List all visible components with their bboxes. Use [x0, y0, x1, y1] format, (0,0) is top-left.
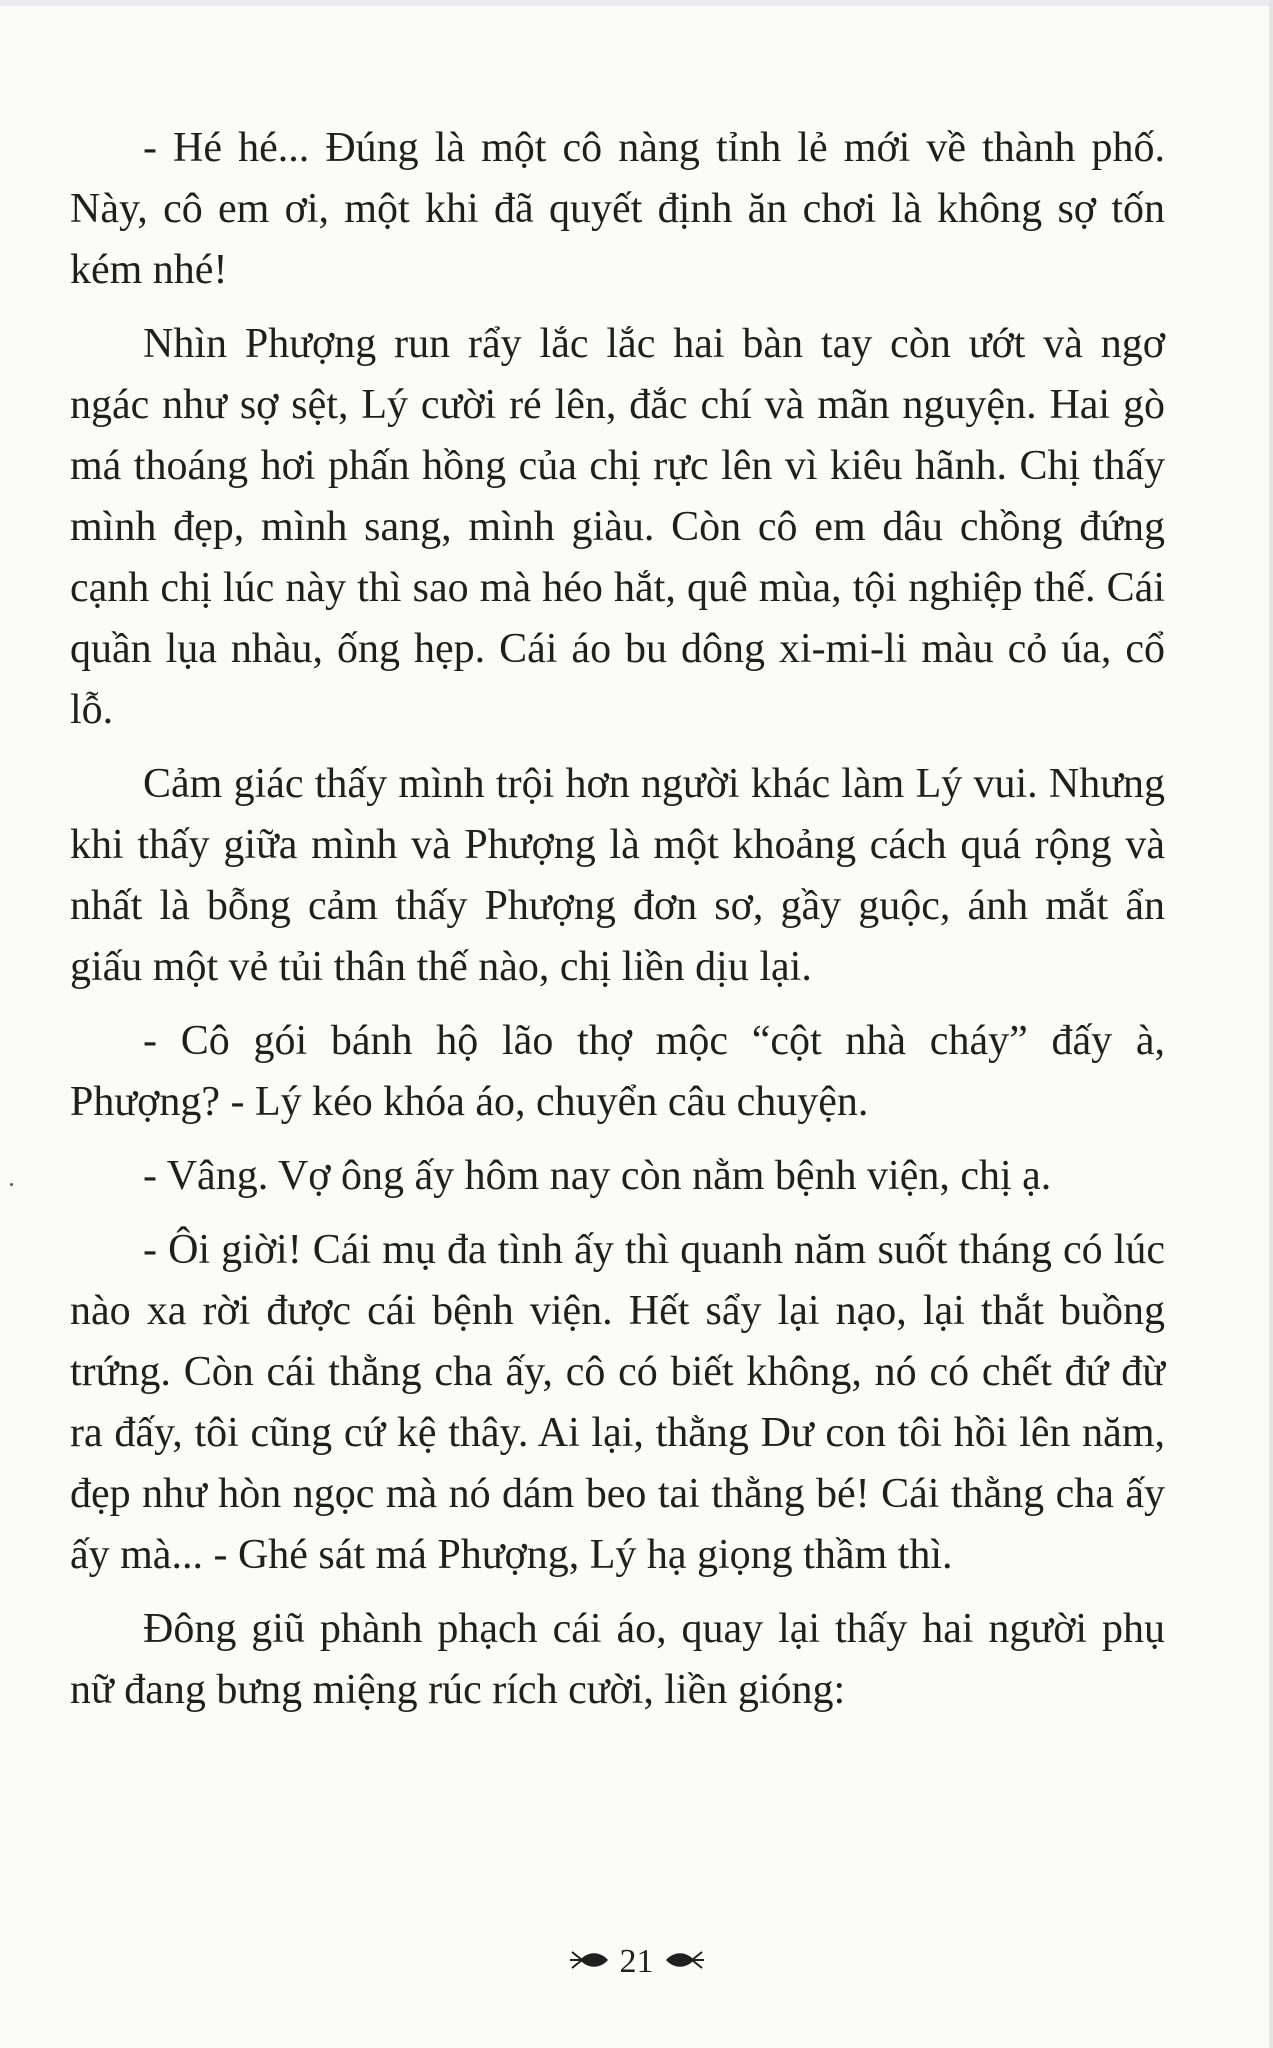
paragraph-2: Nhìn Phượng run rẩy lắc lắc hai bàn tay còn ướt và ngơ ngác như sợ sệt, Lý cười ré lên, đắc chí và mãn nguyện. Hai gò má thoáng hơi phấn hồng của chị rực lên vì kiêu hãnh. Chị thấy mình đẹp, mình sang, mình giàu. Còn cô em dâu chồng đứng cạnh chị lúc này thì sao mà héo hắt, quê mùa, tội nghiệp thế. Cái quần lụa nhàu, ống hẹp. Cái áo bu dông xi-mi-li màu cỏ úa, cổ lỗ.	[70, 321, 1165, 733]
paragraph-7: Đông giũ phành phạch cái áo, quay lại thấy hai người phụ nữ đang bưng miệng rúc rích cười, liền gióng:	[70, 1606, 1165, 1713]
paragraph-1: - Hé hé... Đúng là một cô nàng tỉnh lẻ mới về thành phố. Này, cô em ơi, một khi đã quyết định ăn chơi là không sợ tốn kém nhé!	[70, 125, 1165, 293]
scan-speck	[10, 1183, 13, 1186]
body-text	[70, 118, 1165, 1734]
leaf-ornament-left-icon	[570, 1942, 610, 1982]
leaf-ornament-right-icon	[664, 1942, 704, 1982]
scan-right-edge	[1269, 0, 1273, 2048]
paragraph-3: Cảm giác thấy mình trội hơn người khác làm Lý vui. Nhưng khi thấy giữa mình và Phượng là một khoảng cách quá rộng và nhất là bỗng cảm thấy Phượng đơn sơ, gầy guộc, ánh mắt ẩn giấu một vẻ tủi thân thế nào, chị liền dịu lại.	[70, 761, 1165, 990]
page-footer	[0, 1940, 1273, 1982]
page-number: 21	[619, 1943, 654, 1981]
scan-top-edge	[0, 0, 1273, 6]
paragraph-6: - Ôi giời! Cái mụ đa tình ấy thì quanh năm suốt tháng có lúc nào xa rời được cái bệnh viện. Hết sẩy lại nạo, lại thắt buồng trứng. Còn cái thằng cha ấy, cô có biết không, nó có chết đứ đừ ra đấy, tôi cũng cứ kệ thây. Ai lại, thằng Dư con tôi hồi lên năm, đẹp như hòn ngọc mà nó dám beo tai thằng bé! Cái thằng cha ấy ấy mà... - Ghé sát má Phượng, Lý hạ giọng thầm thì.	[70, 1227, 1165, 1578]
paragraph-4: - Cô gói bánh hộ lão thợ mộc “cột nhà cháy” đấy à, Phượng? - Lý kéo khóa áo, chuyển câu chuyện.	[70, 1018, 1165, 1125]
paragraph-5: - Vâng. Vợ ông ấy hôm nay còn nằm bệnh viện, chị ạ.	[143, 1153, 1052, 1199]
